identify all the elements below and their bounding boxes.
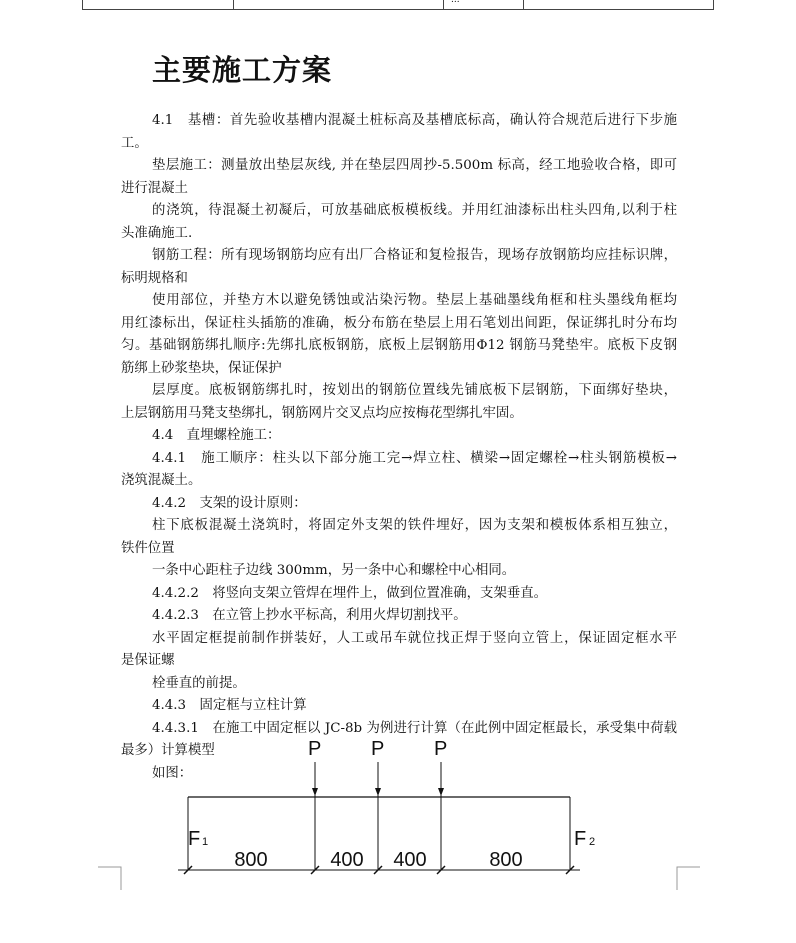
reaction-right-label: F xyxy=(574,828,587,850)
table-mark: ... xyxy=(451,0,460,5)
body-line: 栓垂直的前提。 xyxy=(152,675,246,691)
margin-corner-mark xyxy=(98,866,122,890)
span-label: 400 xyxy=(393,849,427,871)
body-line: 匀。基础钢筋绑扎顺序:先绑扎底板钢筋，底板上层钢筋用Φ12 钢筋马凳垫牢。底板下皮钢 xyxy=(121,338,677,353)
body-line: 4.4.2.2 将竖向支架立管焊在埋件上，做到位置准确，支架垂直。 xyxy=(152,585,548,601)
span-label: 800 xyxy=(489,849,523,871)
margin-corner-mark xyxy=(676,866,700,890)
body-line: 最多）计算模型 xyxy=(121,743,215,758)
load-arrow-2 xyxy=(375,788,381,796)
body-line: 水平固定框提前制作拼装好，人工或吊车就位找正焊于竖向立管上，保证固定框水平 xyxy=(152,630,677,646)
body-line: 4.4 直埋螺栓施工： xyxy=(152,428,281,443)
body-line: 标明规格和 xyxy=(121,270,188,286)
body-line: 4.1 基槽：首先验收基槽内混凝土桩标高及基槽底标高，确认符合规范后进行下步施 xyxy=(152,113,677,128)
body-line: 筋绑上砂浆垫块，保证保护 xyxy=(121,360,282,376)
body-line: 层厚度。底板钢筋绑扎时，按划出的钢筋位置线先铺底板下层钢筋，下面绑好垫块， xyxy=(152,383,677,398)
span-label: 400 xyxy=(330,849,364,871)
load-arrow-1 xyxy=(312,788,318,796)
body-line: 用红漆标出，保证柱头插筋的准确，板分布筋在垫层上用石笔划出间距，保证绑扎时分布均 xyxy=(121,315,677,331)
body-line: 铁件位置 xyxy=(121,540,175,556)
reaction-left-subscript: 1 xyxy=(202,836,209,848)
load-label: P xyxy=(308,738,322,760)
body-line: 进行混凝土 xyxy=(121,180,188,196)
load-arrow-3 xyxy=(438,788,444,796)
body-line: 的浇筑，待混凝土初凝后，可放基础底板模板线。并用红油漆标出柱头四角,以利于柱 xyxy=(152,203,677,218)
body-line: 4.4.2.3 在立管上抄水平标高，利用火焊切割找平。 xyxy=(152,608,467,623)
load-label: P xyxy=(371,738,385,760)
body-line: 4.4.3.1 在施工中固定框以 JC-8b 为例进行计算（在此例中固定框最长，承受集中荷载 xyxy=(152,720,677,736)
body-line: 上层钢筋用马凳支垫绑扎，钢筋网片交叉点均应按梅花型绑扎牢固。 xyxy=(121,405,523,421)
reaction-left-label: F xyxy=(188,828,201,850)
body-line: 垫层施工：测量放出垫层灰线, 并在垫层四周抄-5.500m 标高，经工地验收合格，即可 xyxy=(152,158,677,173)
body-line: 如图： xyxy=(152,765,193,781)
body-line: 使用部位，并垫方木以避免锈蚀或沾染污物。垫层上基础墨线角框和柱头墨线角框均 xyxy=(152,293,677,308)
body-line: 浇筑混凝土。 xyxy=(121,473,202,488)
body-line: 工。 xyxy=(121,135,148,151)
body-line: 柱下底板混凝土浇筑时，将固定外支架的铁件埋好，因为支架和模板体系相互独立， xyxy=(152,518,677,533)
body-line: 4.4.1 施工顺序：柱头以下部分施工完→焊立柱、横梁→固定螺栓→柱头钢筋模板→ xyxy=(152,450,677,466)
body-line: 钢筋工程：所有现场钢筋均应有出厂合格证和复检报告，现场存放钢筋均应挂标识牌， xyxy=(152,248,677,263)
section-heading: 主要施工方案 xyxy=(152,53,333,87)
body-line: 是保证螺 xyxy=(121,653,175,668)
body-line: 4.4.2 支架的设计原则： xyxy=(152,495,307,511)
body-line: 头准确施工. xyxy=(121,225,193,241)
body-line: 一条中心距柱子边线 300mm，另一条中心和螺栓中心相同。 xyxy=(152,563,516,578)
load-label: P xyxy=(434,738,448,760)
span-label: 800 xyxy=(234,849,268,871)
body-line: 4.4.3 固定框与立柱计算 xyxy=(152,698,307,713)
reaction-right-subscript: 2 xyxy=(589,836,596,848)
